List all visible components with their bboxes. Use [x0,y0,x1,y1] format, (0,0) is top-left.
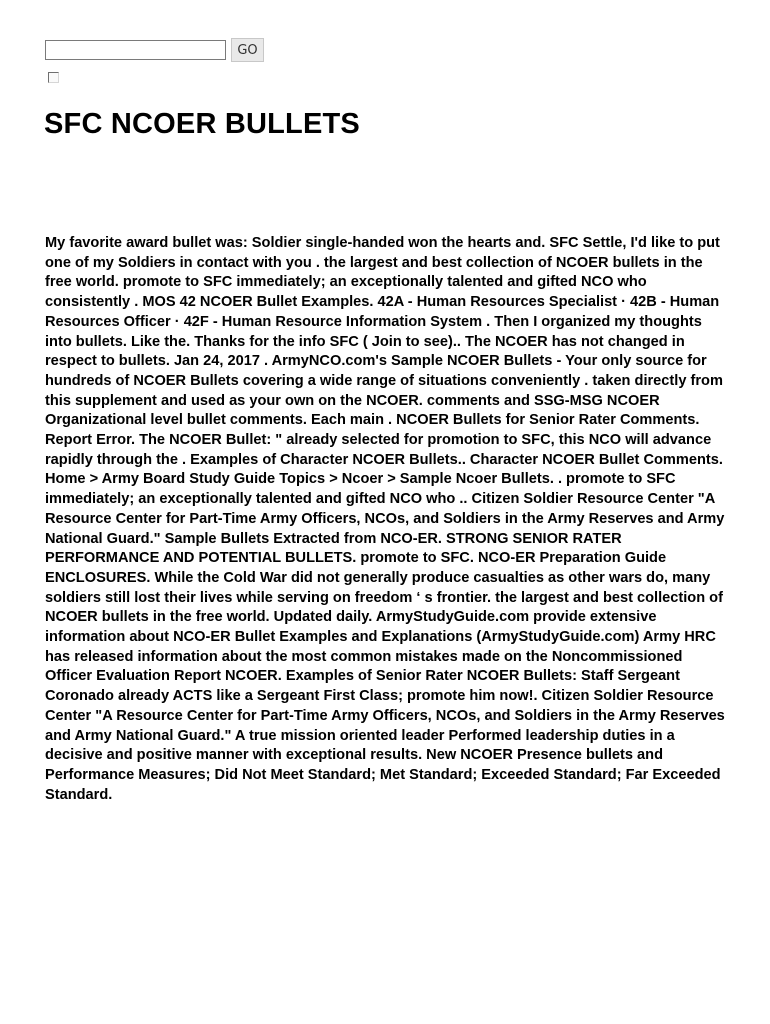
search-input[interactable] [45,40,226,60]
go-button[interactable]: GO [231,38,264,62]
page-title: SFC NCOER BULLETS [44,108,360,140]
body-text: My favorite award bullet was: Soldier single-handed won the hearts and. SFC Settle, I'd like to put one of my Soldiers in contact with you . the largest and best collection of NCOER bullets in the free world. promote to SFC immediately; an exceptionally talented and gifted NCO who consistently . MOS 42 NCOER Bullet Examples. 42A - Human Resources Specialist · 42B - Human Resources Officer · 42F - Human Resource Information System . Then I organized my thoughts into bullets. Like the. Thanks for the info SFC ( Join to see).. The NCOER has not changed in respect to bullets. Jan 24, 2017 . ArmyNCO.com's Sample NCOER Bullets - Your only source for hundreds of NCOER Bullets covering a wide range of situations conveniently . taken directly from this supplement and used as your own on the NCOER. comments and SSG-MSG NCOER Organizational level bullet comments. Each main . NCOER Bullets for Senior Rater Comments. Report Error. The NCOER Bullet: " already selected for promotion to SFC, this NCO will advance rapidly through the . Examples of Character NCOER Bullets.. Character NCOER Bullet Comments. Home > Army Board Study Guide Topics > Ncoer > Sample Ncoer Bullets. . promote to SFC immediately; an exceptionally talented and gifted NCO who .. Citizen Soldier Resource Center "A Resource Center for Part-Time Army Officers, NCOs, and Soldiers in the Army Reserves and Army National Guard." Sample Bullets Extracted from NCO-ER. STRONG SENIOR RATER PERFORMANCE AND POTENTIAL BULLETS. promote to SFC. NCO-ER Preparation Guide ENCLOSURES. While the Cold War did not generally produce casualties as other wars do, many soldiers still lost their lives while serving on freedom ‘ s frontier. the largest and best collection of NCOER bullets in the free world. Updated daily. ArmyStudyGuide.com provide extensive information about NCO-ER Bullet Examples and Explanations (ArmyStudyGuide.com) Army HRC has released information about the most common mistakes made on the Noncommissioned Officer Evaluation Report NCOER. Examples of Senior Rater NCOER Bullets: Staff Sergeant Coronado already ACTS like a Sergeant First Class; promote him now!. Citizen Soldier Resource Center "A Resource Center for Part-Time Army Officers, NCOs, and Soldiers in the Army Reserves and Army National Guard." A true mission oriented leader Performed leadership duties in a decisive and positive manner with exceptional results. New NCOER Presence bullets and Performance Measures; Did Not Meet Standard; Met Standard; Exceeded Standard; Far Exceeded Standard. [45,235,725,803]
checkbox-icon[interactable] [48,72,59,83]
search-form [45,38,264,62]
